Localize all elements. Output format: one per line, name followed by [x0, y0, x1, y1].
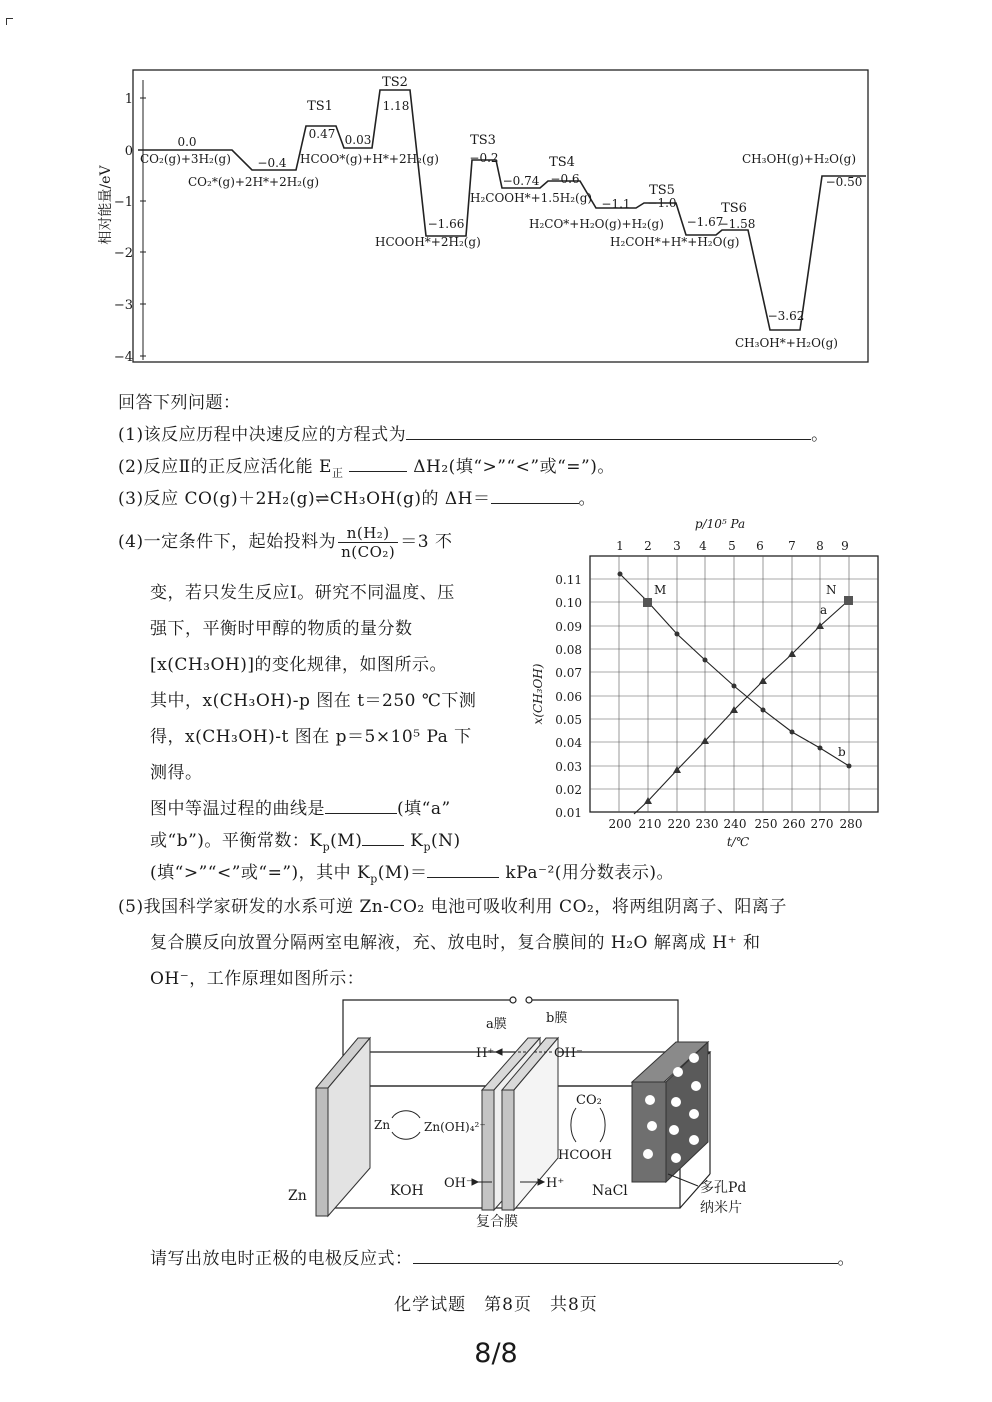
questions-intro: 回答下列问题： [118, 393, 241, 413]
oh-top-label: OH⁻ [554, 1046, 583, 1061]
energy-ylabel: 相对能量/eV [98, 165, 114, 245]
ytick-0.05: 0.05 [555, 713, 582, 727]
b-point [761, 708, 766, 713]
ytick-0: 0 [124, 144, 133, 159]
question-4-text-b: ＝3 不 [400, 532, 453, 552]
oh-bottom-label: OH⁻ [444, 1176, 473, 1191]
question-4-line-8 [150, 794, 451, 819]
ytick-1: 1 [124, 92, 133, 107]
btick-200: 200 [608, 817, 632, 831]
b-point [618, 572, 623, 577]
question-1 [118, 420, 829, 445]
question-2-subscript: 正 [331, 466, 344, 480]
btick-220: 220 [667, 817, 691, 831]
question-2-text-a: (2)反应Ⅱ的正反应活化能 E [118, 457, 332, 477]
ytick-0.01: 0.01 [555, 806, 582, 820]
question-5-ask-text: 请写出放电时正极的电极反应式： [150, 1249, 413, 1269]
page-number: 8/8 [474, 1338, 518, 1369]
level-14: −0.50 [825, 175, 863, 189]
level-5: −1.66 [427, 217, 465, 231]
ytick-m4: −4 [113, 350, 133, 365]
question-4-line-4: [x(CH₃OH)]的变化规律，如图所示。 [150, 655, 448, 675]
battery-diagram [280, 990, 747, 1240]
label-a: a [820, 603, 828, 617]
top-tick-3: 3 [673, 539, 681, 553]
level-2: 0.47 [308, 127, 336, 141]
nacl-label: NaCl [592, 1183, 628, 1199]
q4-l10-text-c: kPa⁻²(用分数表示)。 [505, 863, 675, 883]
zn-electrode-face [316, 1088, 328, 1216]
zn-cycle-left: Zn [374, 1118, 391, 1132]
btick-210: 210 [638, 817, 662, 831]
pd-leader-line [668, 1174, 698, 1186]
species-0: CO₂(g)+3H₂(g) [140, 152, 231, 166]
ytick-0.11: 0.11 [555, 573, 582, 587]
energy-plot-frame [133, 70, 868, 362]
ytick-0.07: 0.07 [555, 666, 582, 680]
b-point [703, 658, 708, 663]
answer-blank-4c[interactable] [427, 863, 499, 878]
zn-electrode-side [328, 1038, 370, 1216]
answer-blank-4a[interactable] [325, 799, 397, 814]
co2-cycle-arrows [571, 1108, 605, 1142]
koh-label: KOH [390, 1183, 424, 1199]
a-membrane-label: a膜 [486, 1017, 507, 1032]
energy-yticks [114, 80, 146, 365]
question-2-text-b: ΔH₂(填“>”“<”或“=”)。 [413, 457, 615, 477]
answer-blank-1[interactable] [406, 425, 811, 440]
top-axis-label: p/10⁵ Pa [694, 517, 746, 531]
q4-l9-text-b: (M) [330, 831, 363, 851]
top-tick-2: 2 [644, 539, 652, 553]
porous-pd-nanosheet [632, 1042, 708, 1182]
ytick-0.10: 0.10 [555, 596, 582, 610]
species-8: CH₃OH(g)+H₂O(g) [742, 152, 857, 166]
b-point [732, 684, 737, 689]
question-5-line-2: 复合膜反向放置分隔两室电解液，充、放电时，复合膜间的 H₂O 解离成 H⁺ 和 [150, 933, 761, 953]
level-6: −0.2 [469, 151, 499, 165]
co2-label: CO₂ [576, 1093, 602, 1108]
top-tick-8: 8 [816, 539, 824, 553]
top-tick-7: 7 [788, 539, 796, 553]
level-0: 0.0 [177, 135, 197, 149]
ytick-m2: −2 [113, 246, 133, 261]
ytick-0.03: 0.03 [555, 760, 582, 774]
methanol-fraction-chart [531, 514, 888, 854]
energy-profile-diagram [0, 0, 992, 380]
question-4-line-6: 得，x(CH₃OH)-t 图在 p＝5×10⁵ Pa 下 [150, 727, 472, 747]
y-ticks [555, 573, 582, 820]
curve-b [620, 574, 849, 766]
q4-l8-text-b: (填“a” [397, 799, 451, 819]
species-5: H₂CO*+H₂O(g)+H₂(g) [529, 217, 664, 231]
level-10: −1.0 [647, 196, 677, 210]
ts3-label: TS3 [470, 133, 496, 148]
bottom-axis-label: t/℃ [726, 835, 750, 849]
ytick-0.08: 0.08 [555, 643, 582, 657]
chart-ylabel: x(CH₃OH) [531, 663, 545, 725]
q4-l10-sub: p [370, 872, 378, 886]
level-12: −1.58 [718, 217, 756, 231]
feed-ratio-fraction [338, 524, 398, 561]
q4-l9-text-a: 或“b”)。平衡常数：K [150, 831, 323, 851]
question-4-text-a: (4)一定条件下，起始投料为 [118, 532, 337, 552]
b-point [790, 730, 795, 735]
ytick-m1: −1 [113, 195, 133, 210]
q4-l9-text-c: K [410, 831, 424, 851]
level-11: −1.67 [686, 215, 724, 229]
answer-blank-5[interactable] [413, 1249, 838, 1264]
btick-280: 280 [839, 817, 863, 831]
q4-l9-text-d: (N) [430, 831, 461, 851]
btick-240: 240 [723, 817, 747, 831]
question-1-end: 。 [811, 425, 829, 445]
species-3: HCOOH*+2H₂(g) [375, 235, 481, 249]
btick-260: 260 [782, 817, 806, 831]
level-13: −3.62 [767, 309, 805, 323]
level-4: 1.18 [382, 99, 410, 113]
level-9: −1.1 [601, 197, 631, 211]
zn-cycle-arrows [392, 1111, 420, 1139]
question-4-line-5: 其中，x(CH₃OH)-p 图在 t＝250 ℃下测 [150, 691, 477, 711]
btick-230: 230 [695, 817, 719, 831]
question-5-line-3: OH⁻，工作原理如图所示： [150, 969, 365, 989]
page-footer: 化学试题 第8页 共8页 [394, 1295, 598, 1315]
q4-l10-text-b: (M)＝ [377, 863, 428, 883]
question-4-line-2: 变，若只发生反应Ⅰ。研究不同温度、压 [150, 583, 455, 603]
pd-label-line-2: 纳米片 [700, 1200, 742, 1216]
label-N: N [826, 583, 837, 597]
level-7: −0.74 [502, 174, 540, 188]
bottom-ticks [609, 817, 863, 831]
zn-electrode-label: Zn [288, 1188, 307, 1204]
point-N-marker [844, 596, 853, 605]
top-tick-1: 1 [616, 539, 624, 553]
question-3-text: (3)反应 CO(g)＋2H₂(g)⇌CH₃OH(g)的 ΔH＝ [118, 489, 491, 509]
ts1-label: TS1 [307, 99, 333, 114]
question-5-line-1: (5)我国科学家研发的水系可逆 Zn-CO₂ 电池可吸收利用 CO₂，将两组阴离子、阳离子 [118, 897, 787, 917]
q4-l9-sub-2: p [423, 840, 431, 854]
ts6-label: TS6 [721, 201, 747, 216]
question-4-line-9 [150, 826, 461, 853]
top-ticks [616, 539, 849, 553]
species-4: H₂COOH*+1.5H₂(g) [470, 191, 593, 205]
h-bottom-label: H⁺ [546, 1176, 565, 1191]
top-tick-9: 9 [841, 539, 849, 553]
species-6: H₂COH*+H*+H₂O(g) [610, 235, 740, 249]
zn-cycle-right: Zn(OH)₄²⁻ [424, 1120, 486, 1134]
answer-blank-2[interactable] [349, 457, 407, 472]
label-M: M [654, 583, 667, 597]
top-tick-6: 6 [756, 539, 764, 553]
h-top-label: H⁺ [476, 1046, 495, 1061]
b-membrane-label: b膜 [546, 1011, 568, 1026]
q4-l8-text-a: 图中等温过程的曲线是 [150, 799, 325, 819]
answer-blank-3[interactable] [491, 489, 579, 504]
label-b: b [838, 745, 846, 759]
ts2-label: TS2 [382, 75, 408, 90]
b-point [818, 746, 823, 751]
top-tick-5: 5 [728, 539, 736, 553]
q4-l10-text-a: (填“>”“<”或“=”)，其中 K [150, 863, 371, 883]
level-8: −0.6 [550, 172, 580, 186]
species-2: HCOO*(g)+H*+2H₂(g) [300, 152, 439, 166]
question-5-end: 。 [837, 1249, 855, 1269]
q4-l9-sub-1: p [322, 840, 331, 854]
fraction-denominator: n(CO₂) [341, 543, 396, 561]
question-3 [118, 484, 596, 509]
question-2 [118, 452, 615, 480]
question-4-line-1 [118, 524, 452, 561]
ts5-label: TS5 [649, 183, 675, 198]
point-M-marker [643, 598, 652, 607]
ytick-0.09: 0.09 [555, 620, 582, 634]
ytick-0.04: 0.04 [555, 736, 582, 750]
composite-membrane-label: 复合膜 [476, 1214, 518, 1230]
hcooh-label: HCOOH [558, 1148, 612, 1163]
species-1: CO₂*(g)+2H*+2H₂(g) [188, 175, 320, 189]
question-5-ask [150, 1244, 855, 1269]
energy-path [138, 90, 866, 330]
ytick-m3: −3 [113, 298, 133, 313]
pd-label-line-1: 多孔Pd [700, 1180, 747, 1196]
energy-level-values [177, 99, 862, 323]
curve-a [634, 600, 849, 814]
btick-250: 250 [754, 817, 778, 831]
top-tick-4: 4 [699, 539, 707, 553]
curve-b-points [618, 572, 852, 769]
btick-270: 270 [810, 817, 834, 831]
question-4-line-7: 测得。 [150, 763, 203, 783]
species-7: CH₃OH*+H₂O(g) [735, 336, 838, 350]
fraction-numerator: n(H₂) [338, 524, 398, 543]
question-4-line-3: 强下，平衡时甲醇的物质的量分数 [150, 619, 413, 639]
ts4-label: TS4 [549, 155, 575, 170]
b-point [847, 764, 852, 769]
b-point [675, 632, 680, 637]
level-3: 0.03 [344, 133, 372, 147]
answer-blank-4b[interactable] [362, 831, 404, 846]
species-labels [140, 152, 856, 350]
question-1-text: (1)该反应历程中决速反应的方程式为 [118, 425, 407, 445]
question-3-end: 。 [578, 489, 596, 509]
question-4-line-10 [150, 858, 674, 885]
level-1: −0.4 [257, 156, 287, 170]
ytick-0.06: 0.06 [555, 690, 582, 704]
ytick-0.02: 0.02 [555, 783, 582, 797]
